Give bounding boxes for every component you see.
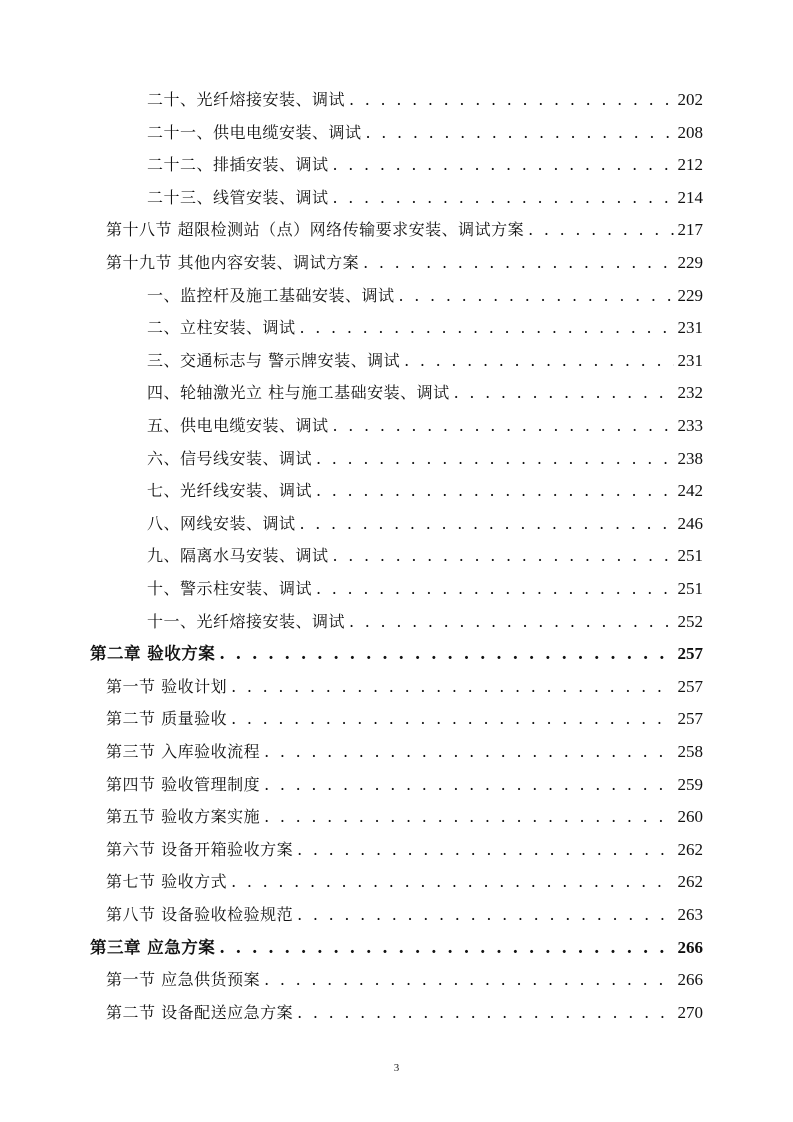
dot-leader — [349, 84, 673, 116]
dot-leader — [297, 899, 673, 931]
toc-entry-page-number: 266 — [677, 970, 703, 990]
toc-chapter-entry[interactable] — [90, 932, 703, 964]
dot-leader — [300, 312, 674, 344]
toc-entry-label: 第二节 设备配送应急方案 — [106, 1002, 294, 1022]
toc-entry-label: 第四节 验收管理制度 — [106, 774, 261, 794]
toc-entry-page-number: 208 — [677, 122, 703, 142]
toc-entry-page-number: 262 — [677, 839, 703, 859]
dot-leader — [366, 117, 674, 149]
toc-entry-page-number: 212 — [677, 155, 703, 175]
toc-entry-page-number: 242 — [677, 481, 703, 501]
dot-leader — [231, 866, 673, 898]
dot-leader — [231, 671, 673, 703]
toc-entry-label: 五、供电电缆安装、调试 — [147, 416, 329, 435]
toc-entry-page-number: 257 — [677, 709, 703, 729]
toc-entry-page-number: 252 — [677, 611, 703, 631]
toc-entry-label: 第七节 验收方式 — [106, 872, 228, 892]
toc-entry-page-number: 257 — [677, 676, 703, 696]
toc-entry-label: 二十二、排插安装、调试 — [147, 155, 329, 175]
toc-subsection-entry[interactable] — [147, 606, 703, 638]
toc-entry-label: 十一、光纤熔接安装、调试 — [147, 611, 346, 631]
toc-subsection-entry[interactable] — [147, 410, 703, 442]
toc-entry-label: 二十、光纤熔接安装、调试 — [147, 90, 346, 109]
toc-subsection-entry[interactable] — [147, 345, 703, 377]
dot-leader — [264, 801, 673, 833]
toc-section-entry[interactable] — [106, 769, 703, 801]
toc-subsection-entry[interactable] — [147, 280, 703, 312]
dot-leader — [264, 736, 673, 768]
toc-entry-page-number: 217 — [677, 220, 703, 240]
toc-subsection-entry[interactable] — [147, 377, 703, 409]
toc-entry-page-number: 257 — [677, 644, 703, 664]
toc-entry-label: 第一节 应急供货预案 — [106, 970, 261, 990]
toc-subsection-entry[interactable] — [147, 117, 703, 149]
dot-leader — [528, 214, 673, 246]
toc-section-entry[interactable] — [106, 703, 703, 735]
page-number: 3 — [393, 1062, 400, 1074]
dot-leader — [264, 769, 673, 801]
toc-entry-label: 七、光纤线安装、调试 — [147, 481, 313, 501]
toc-subsection-entry[interactable] — [147, 149, 703, 181]
dot-leader — [316, 573, 673, 605]
toc-entry-label: 八、网线安装、调试 — [147, 513, 296, 533]
dot-leader — [219, 932, 673, 964]
toc-entry-page-number: 246 — [677, 513, 703, 533]
dot-leader — [363, 247, 673, 279]
toc-entry-page-number: 231 — [677, 350, 703, 370]
toc-entry-page-number: 232 — [677, 383, 703, 403]
toc-entry-label: 第二节 质量验收 — [106, 709, 228, 729]
dot-leader — [297, 997, 673, 1029]
toc-entry-page-number: 229 — [677, 285, 703, 305]
toc-entry-label: 六、信号线安装、调试 — [147, 448, 313, 468]
toc-section-entry[interactable] — [106, 964, 703, 996]
toc-entry-label: 第十九节 其他内容安装、调试方案 — [106, 253, 360, 272]
toc-subsection-entry[interactable] — [147, 508, 703, 540]
toc-entry-label: 二、立柱安装、调试 — [147, 318, 296, 338]
toc-entry-page-number: 262 — [677, 872, 703, 892]
toc-entry-page-number: 229 — [677, 253, 703, 272]
toc-entry-page-number: 238 — [677, 448, 703, 468]
toc-entry-page-number: 270 — [677, 1002, 703, 1022]
toc-entry-label: 第五节 验收方案实施 — [106, 807, 261, 827]
toc-entry-page-number: 251 — [677, 579, 703, 598]
toc-entry-label: 十、警示柱安装、调试 — [147, 579, 313, 598]
toc-entry-page-number: 231 — [677, 318, 703, 338]
toc-subsection-entry[interactable] — [147, 573, 703, 605]
toc-entry-page-number: 260 — [677, 807, 703, 827]
toc-entry-page-number: 266 — [677, 937, 703, 957]
toc-entry-label: 第八节 设备验收检验规范 — [106, 905, 294, 924]
toc-entry-page-number: 214 — [677, 187, 703, 207]
toc-entry-label: 二十三、线管安装、调试 — [147, 187, 329, 207]
toc-section-entry[interactable] — [106, 997, 703, 1029]
toc-section-entry[interactable] — [106, 834, 703, 866]
toc-entry-label: 第三节 入库验收流程 — [106, 742, 261, 761]
toc-subsection-entry[interactable] — [147, 312, 703, 344]
toc-section-entry[interactable] — [106, 899, 703, 931]
dot-leader — [231, 703, 673, 735]
dot-leader — [349, 606, 673, 638]
toc-subsection-entry[interactable] — [147, 540, 703, 572]
toc-subsection-entry[interactable] — [147, 475, 703, 507]
toc-entry-label: 九、隔离水马安装、调试 — [147, 546, 329, 566]
toc-entry-label: 三、交通标志与 警示牌安装、调试 — [147, 350, 401, 370]
dot-leader — [316, 443, 673, 475]
toc-chapter-entry[interactable] — [90, 638, 703, 670]
dot-leader — [404, 345, 673, 377]
toc-subsection-entry[interactable] — [147, 182, 703, 214]
toc-entry-page-number: 251 — [677, 546, 703, 566]
toc-entry-label: 二十一、供电电缆安装、调试 — [147, 122, 362, 142]
toc-entry-page-number: 258 — [677, 742, 703, 761]
dot-leader — [297, 834, 673, 866]
toc-entry-page-number: 202 — [677, 90, 703, 109]
toc-section-entry[interactable] — [106, 736, 703, 768]
toc-entry-label: 第六节 设备开箱验收方案 — [106, 839, 294, 859]
dot-leader — [333, 182, 674, 214]
toc-entry-page-number: 263 — [677, 905, 703, 924]
toc-entry-label: 第三章 应急方案 — [90, 937, 216, 957]
toc-section-entry[interactable] — [106, 866, 703, 898]
dot-leader — [219, 638, 673, 670]
dot-leader — [333, 410, 674, 442]
dot-leader — [399, 280, 674, 312]
toc-entry-label: 一、监控杆及施工基础安装、调试 — [147, 285, 395, 305]
toc-entry-page-number: 259 — [677, 774, 703, 794]
dot-leader — [300, 508, 674, 540]
toc-subsection-entry[interactable] — [147, 443, 703, 475]
toc-entry-label: 第十八节 超限检测站（点）网络传输要求安装、调试方案 — [106, 220, 525, 240]
dot-leader — [333, 149, 674, 181]
toc-entry-label: 第一节 验收计划 — [106, 676, 228, 696]
dot-leader — [454, 377, 674, 409]
toc-entry-page-number: 233 — [677, 416, 703, 435]
dot-leader — [264, 964, 673, 996]
toc-section-entry[interactable] — [106, 247, 703, 279]
toc-entry-label: 四、轮轴激光立 柱与施工基础安装、调试 — [147, 383, 450, 403]
dot-leader — [333, 540, 674, 572]
toc-section-entry[interactable] — [106, 671, 703, 703]
toc-section-entry[interactable] — [106, 801, 703, 833]
toc-subsection-entry[interactable] — [147, 84, 703, 116]
toc-entry-label: 第二章 验收方案 — [90, 644, 216, 664]
dot-leader — [316, 475, 673, 507]
toc-section-entry[interactable] — [106, 214, 703, 246]
